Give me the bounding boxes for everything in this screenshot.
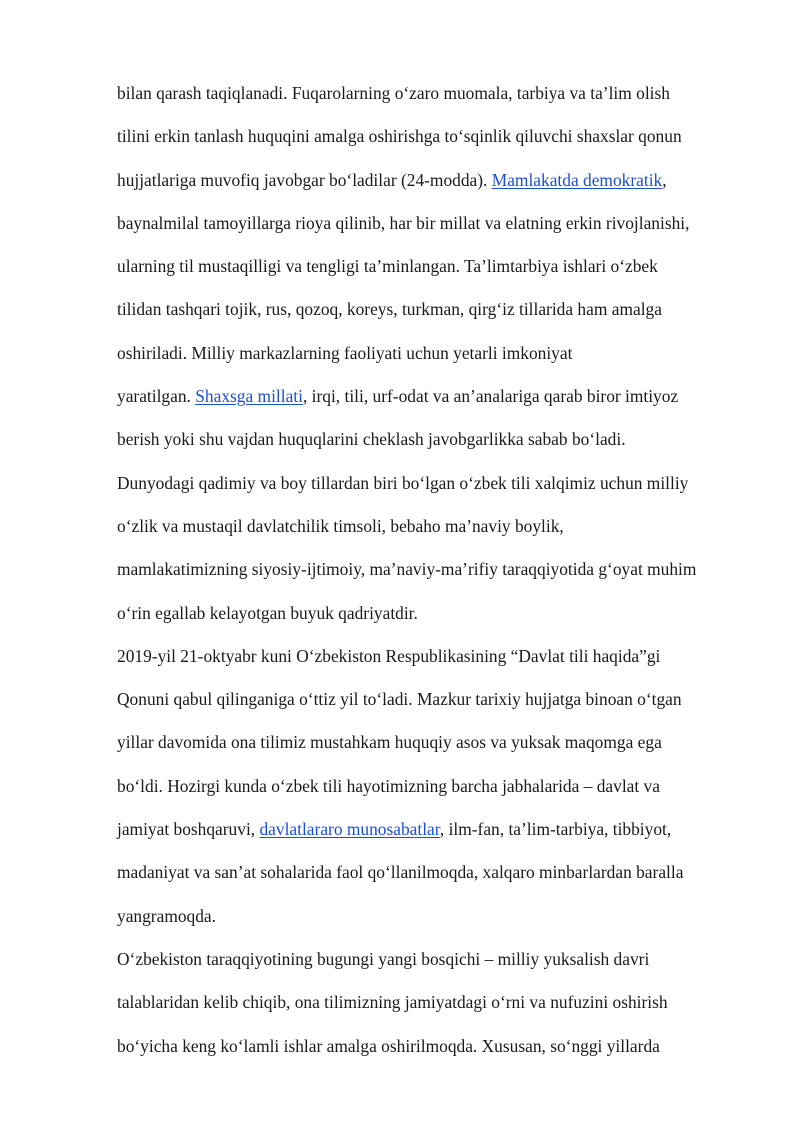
text-segment: , irqi, tili, urf-odat va an’analariga qarab biror imtiyoz	[302, 386, 679, 407]
text-line: yillar davomida ona tilimiz mustahkam huquqiy asos va yuksak maqomga ega	[117, 732, 662, 753]
text-line: madaniyat va san’at sohalarida faol qo‘llanilmoqda, xalqaro minbarlardan baralla	[117, 862, 684, 883]
text-line: berish yoki shu vajdan huquqlarini cheklash javobgarlikka sabab bo‘ladi.	[117, 429, 626, 450]
text-line: ularning til mustaqilligi va tengligi ta’minlangan. Ta’limtarbiya ishlari o‘zbek	[117, 256, 658, 277]
text-line: bo‘yicha keng ko‘lamli ishlar amalga oshirilmoqda. Xususan, so‘nggi yillarda	[117, 1035, 660, 1056]
text-segment: ,	[662, 169, 667, 190]
link-shaxsga-millati[interactable]: Shaxsga millati	[195, 386, 303, 407]
text-line: baynalmilal tamoyillarga rioya qilinib, har bir millat va elatning erkin rivojlanishi,	[117, 212, 690, 233]
text-line: o‘rin egallab kelayotgan buyuk qadriyatdir.	[117, 602, 418, 623]
text-line: o‘zlik va mustaqil davlatchilik timsoli, bebaho ma’naviy boylik,	[117, 515, 564, 536]
text-line: Dunyodagi qadimiy va boy tillardan biri bo‘lgan o‘zbek tili xalqimiz uchun milliy	[117, 472, 689, 493]
text-line: 2019-yil 21-oktyabr kuni O‘zbekiston Respublikasining “Davlat tili haqida”gi	[117, 645, 661, 666]
text-line: tilini erkin tanlash huquqini amalga oshirishga to‘sqinlik qiluvchi shaxslar qonun	[117, 126, 682, 147]
text-line: bilan qarash taqiqlanadi. Fuqarolarning o‘zaro muomala, tarbiya va ta’lim olish	[117, 83, 670, 103]
text-line	[117, 808, 757, 851]
link-davlatlararo-munosabatlar[interactable]: davlatlararo munosabatlar	[259, 819, 440, 840]
text-segment: yaratilgan.	[117, 386, 196, 407]
text-line: bo‘ldi. Hozirgi kunda o‘zbek tili hayotimizning barcha jabhalarida – davlat va	[117, 775, 660, 796]
text-line: talablaridan kelib chiqib, ona tilimizning jamiyatdagi o‘rni va nufuzini oshirish	[117, 992, 668, 1013]
body-text	[117, 72, 757, 1068]
text-line	[117, 159, 757, 202]
text-segment: hujjatlariga muvofiq javobgar bo‘ladilar (24-modda).	[117, 169, 492, 190]
text-line: oshiriladi. Milliy markazlarning faoliyati uchun yetarli imkoniyat	[117, 342, 573, 363]
text-line: O‘zbekiston taraqqiyotining bugungi yangi bosqichi – milliy yuksalish davri	[117, 948, 650, 969]
text-segment: , ilm-fan, ta’lim-tarbiya, tibbiyot,	[439, 819, 672, 840]
text-line: mamlakatimizning siyosiy-ijtimoiy, ma’naviy-ma’rifiy taraqqiyotida g‘oyat muhim	[117, 559, 697, 580]
text-line: Qonuni qabul qilinganiga o‘ttiz yil to‘ladi. Mazkur tarixiy hujjatga binoan o‘tgan	[117, 689, 682, 710]
link-mamlakatda-demokratik[interactable]: Mamlakatda demokratik	[491, 169, 663, 190]
text-line: tilidan tashqari tojik, rus, qozoq, koreys, turkman, qirg‘iz tillarida ham amalga	[117, 299, 662, 320]
text-segment: jamiyat boshqaruvi,	[117, 819, 260, 840]
text-line: yangramoqda.	[117, 905, 216, 926]
text-line	[117, 375, 757, 418]
